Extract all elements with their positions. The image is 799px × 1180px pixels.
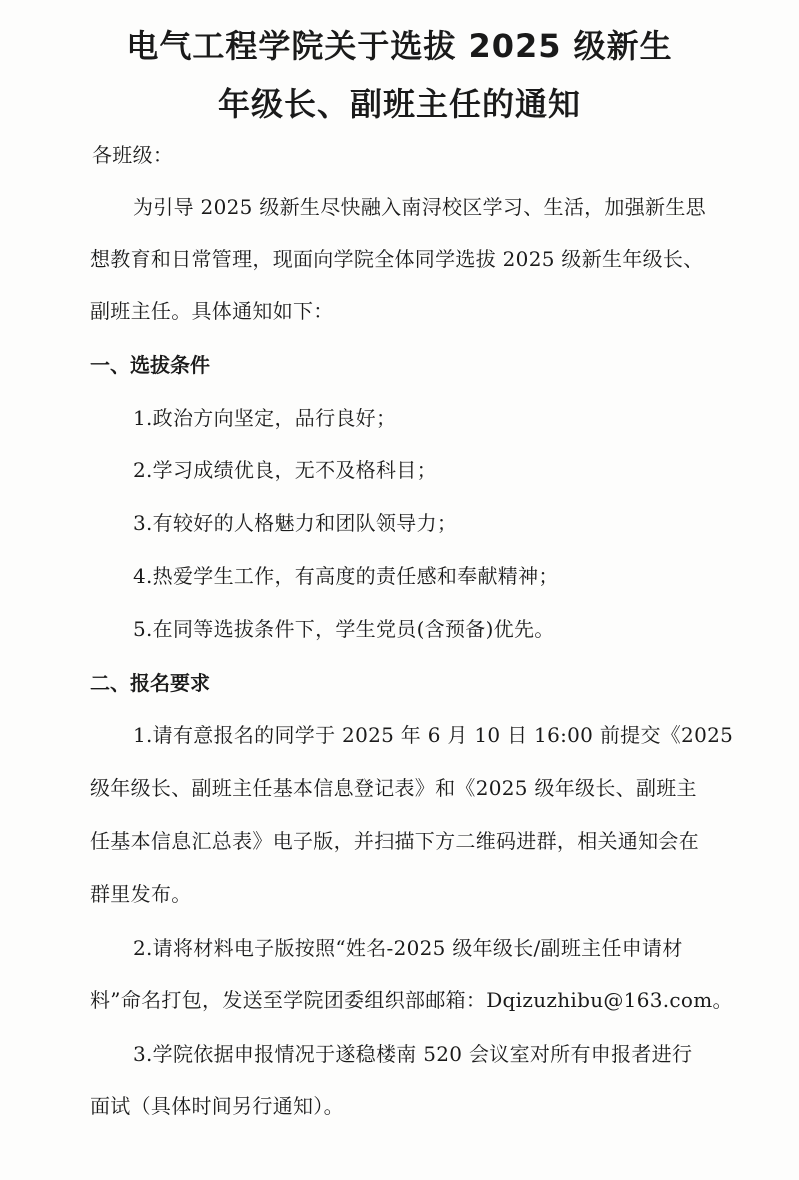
requirement-line: 2.请将材料电子版按照“姓名-2025 级年级长/副班主任申请材 [133,936,683,960]
section-heading-requirements: 二、报名要求 [90,671,210,695]
requirement-line: 级年级长、副班主任基本信息登记表》和《2025 级年级长、副班主 [90,776,697,800]
intro-line: 想教育和日常管理，现面向学院全体同学选拔 2025 级新生年级长、 [90,247,704,271]
condition-item: 4.热爱学生工作，有高度的责任感和奉献精神； [133,564,559,588]
intro-line: 副班主任。具体通知如下： [90,299,334,323]
title-line-1: 电气工程学院关于选拔 2025 级新生 [126,27,673,65]
condition-item: 1.政治方向坚定，品行良好； [133,406,397,430]
salutation: 各班级： [92,143,174,167]
title-line-2: 年级长、副班主任的通知 [217,85,581,123]
section-heading-conditions: 一、选拔条件 [90,353,210,377]
intro-line: 为引导 2025 级新生尽快融入南浔校区学习、生活，加强新生思 [133,195,706,219]
requirement-line: 1.请有意报名的同学于 2025 年 6 月 10 日 16:00 前提交《2025 [133,723,734,747]
condition-item: 2.学习成绩优良，无不及格科目； [133,458,437,482]
requirement-line: 面试（具体时间另行通知）。 [90,1094,344,1118]
requirement-line: 任基本信息汇总表》电子版，并扫描下方二维码进群，相关通知会在 [90,829,699,853]
requirement-line: 群里发布。 [90,882,192,906]
requirement-line: 料”命名打包，发送至学院团委组织部邮箱：Dqizuzhibu@163.com。 [90,988,733,1012]
condition-item: 3.有较好的人格魅力和团队领导力； [133,511,458,535]
condition-item: 5.在同等选拔条件下，学生党员(含预备)优先。 [133,617,555,641]
requirement-line: 3.学院依据申报情况于遂稳楼南 520 会议室对所有申报者进行 [133,1042,693,1066]
